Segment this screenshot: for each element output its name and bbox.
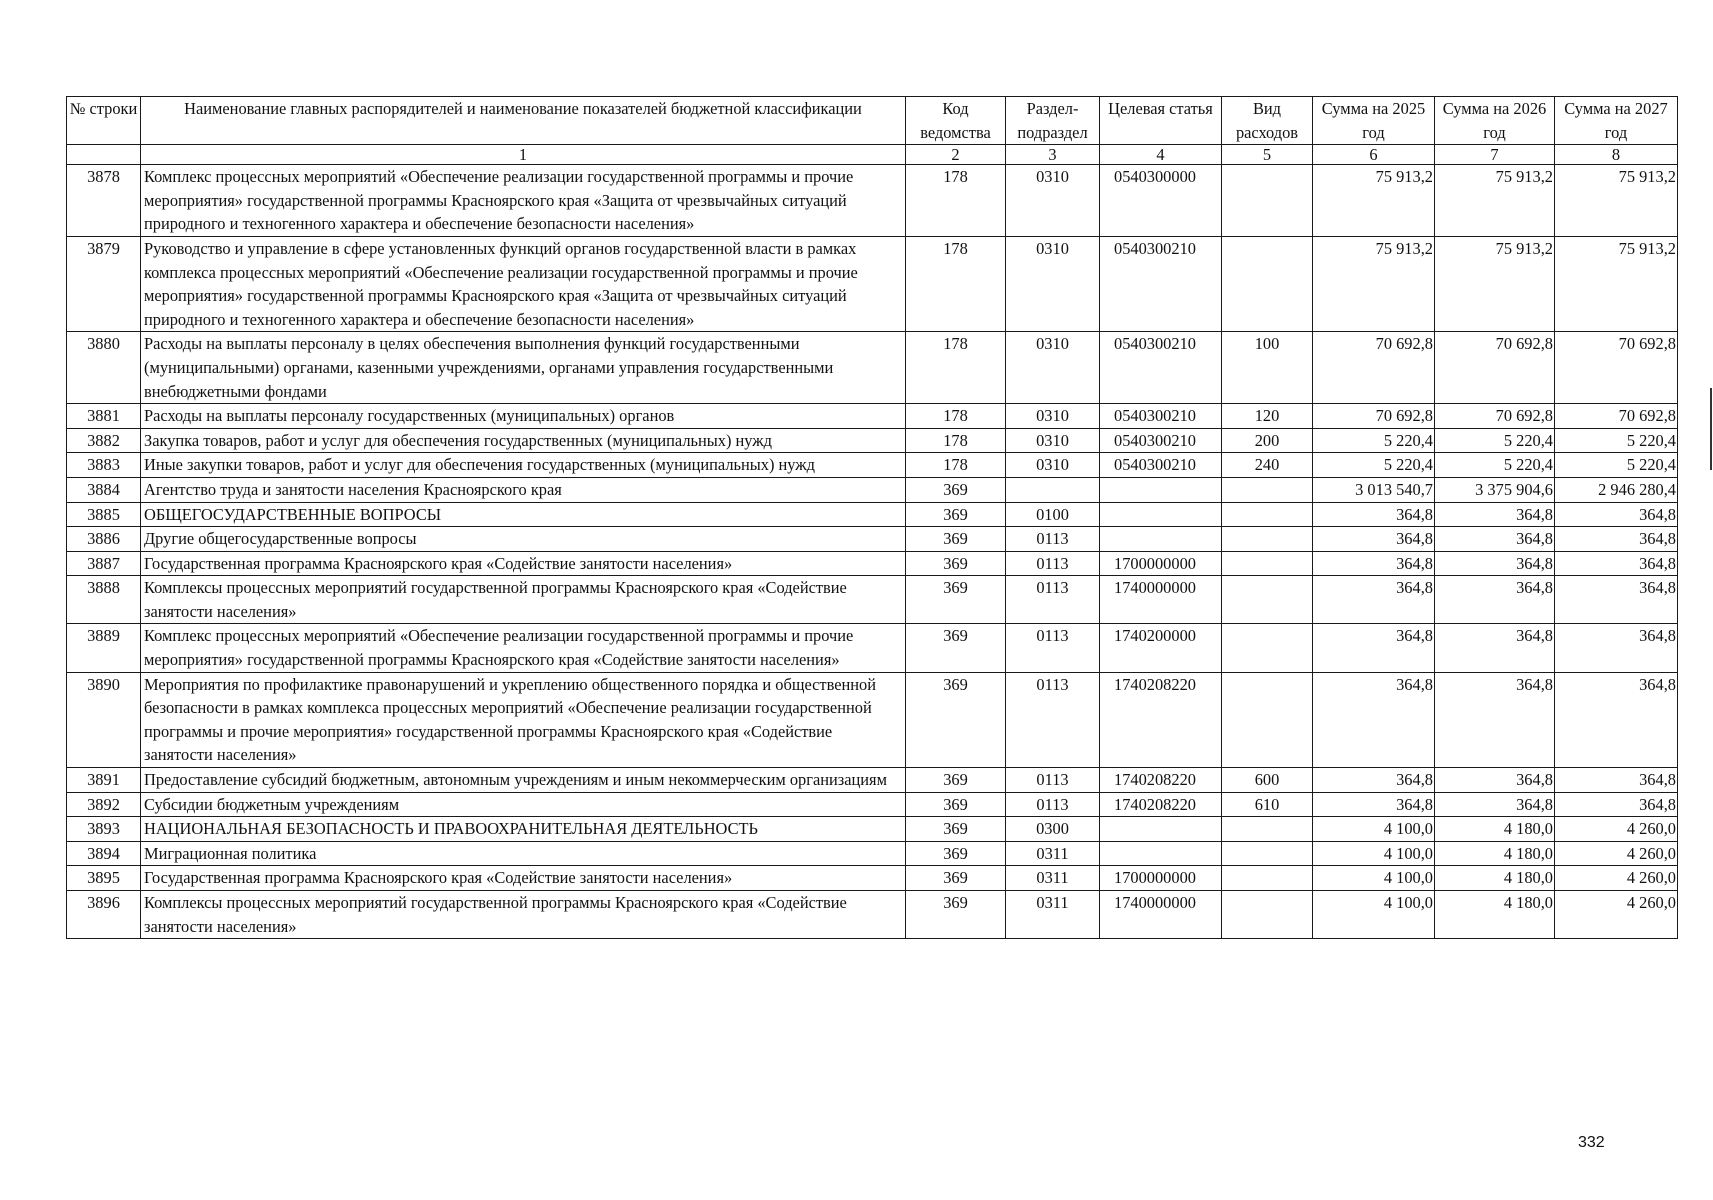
header-sum-2026: Сумма на 2026 год [1435, 97, 1555, 145]
sum-2026: 70 692,8 [1435, 332, 1555, 404]
sum-2027: 70 692,8 [1555, 404, 1678, 429]
sum-2026: 5 220,4 [1435, 453, 1555, 478]
table-row [67, 891, 1678, 939]
department-code: 178 [906, 165, 1006, 237]
table-row [67, 817, 1678, 842]
sum-2027: 364,8 [1555, 768, 1678, 793]
sum-2026: 364,8 [1435, 624, 1555, 672]
expense-kind [1222, 817, 1313, 842]
sum-2025: 364,8 [1313, 792, 1435, 817]
section-code: 0311 [1006, 841, 1100, 866]
row-name: Государственная программа Красноярского края «Содействие занятости населения» [141, 551, 906, 576]
column-number: 5 [1222, 145, 1313, 165]
target-article [1100, 477, 1222, 502]
row-number: 3889 [67, 624, 141, 672]
sum-2026: 5 220,4 [1435, 428, 1555, 453]
column-number: 2 [906, 145, 1006, 165]
target-article: 1740000000 [1100, 576, 1222, 624]
table-row [67, 404, 1678, 429]
expense-kind [1222, 891, 1313, 939]
department-code: 178 [906, 332, 1006, 404]
department-code: 369 [906, 891, 1006, 939]
sum-2027: 70 692,8 [1555, 332, 1678, 404]
target-article: 1740208220 [1100, 768, 1222, 793]
target-article [1100, 527, 1222, 552]
row-number: 3887 [67, 551, 141, 576]
row-name: Другие общегосударственные вопросы [141, 527, 906, 552]
row-number: 3883 [67, 453, 141, 478]
column-number: 3 [1006, 145, 1100, 165]
row-name: Субсидии бюджетным учреждениям [141, 792, 906, 817]
department-code: 369 [906, 527, 1006, 552]
sum-2025: 364,8 [1313, 551, 1435, 576]
target-article: 1740208220 [1100, 672, 1222, 767]
header-department-code: Код ведомства [906, 97, 1006, 145]
sum-2026: 75 913,2 [1435, 165, 1555, 237]
budget-table [66, 96, 1678, 939]
sum-2027: 364,8 [1555, 502, 1678, 527]
department-code: 369 [906, 551, 1006, 576]
table-row [67, 502, 1678, 527]
row-name: Комплексы процессных мероприятий государственной программы Красноярского края «Содействие занятости населения» [141, 891, 906, 939]
sum-2026: 75 913,2 [1435, 236, 1555, 331]
header-row-number: № строки [67, 97, 141, 145]
department-code: 369 [906, 866, 1006, 891]
sum-2026: 364,8 [1435, 768, 1555, 793]
table-row [67, 453, 1678, 478]
target-article [1100, 817, 1222, 842]
column-number: 6 [1313, 145, 1435, 165]
section-code: 0310 [1006, 332, 1100, 404]
row-name: Государственная программа Красноярского края «Содействие занятости населения» [141, 866, 906, 891]
section-code: 0113 [1006, 551, 1100, 576]
sum-2027: 75 913,2 [1555, 165, 1678, 237]
target-article: 1700000000 [1100, 551, 1222, 576]
sum-2025: 3 013 540,7 [1313, 477, 1435, 502]
sum-2026: 70 692,8 [1435, 404, 1555, 429]
sum-2027: 5 220,4 [1555, 453, 1678, 478]
sum-2027: 364,8 [1555, 576, 1678, 624]
department-code: 178 [906, 404, 1006, 429]
section-code: 0113 [1006, 527, 1100, 552]
expense-kind [1222, 866, 1313, 891]
row-name: Расходы на выплаты персоналу в целях обеспечения выполнения функций государственными (муниципальными) органами, казенными учреждениями, органами управления государственными внебюджетными фондами [141, 332, 906, 404]
sum-2027: 364,8 [1555, 527, 1678, 552]
row-name: Агентство труда и занятости населения Красноярского края [141, 477, 906, 502]
sum-2026: 4 180,0 [1435, 817, 1555, 842]
sum-2025: 364,8 [1313, 576, 1435, 624]
sum-2027: 4 260,0 [1555, 841, 1678, 866]
table-row [67, 624, 1678, 672]
sum-2025: 364,8 [1313, 502, 1435, 527]
department-code: 178 [906, 236, 1006, 331]
department-code: 178 [906, 428, 1006, 453]
header-name: Наименование главных распорядителей и наименование показателей бюджетной классификации [141, 97, 906, 145]
sum-2026: 364,8 [1435, 502, 1555, 527]
sum-2027: 364,8 [1555, 624, 1678, 672]
sum-2025: 75 913,2 [1313, 165, 1435, 237]
sum-2027: 364,8 [1555, 792, 1678, 817]
expense-kind: 100 [1222, 332, 1313, 404]
expense-kind [1222, 841, 1313, 866]
column-number [67, 145, 141, 165]
column-number: 4 [1100, 145, 1222, 165]
expense-kind [1222, 236, 1313, 331]
department-code: 178 [906, 453, 1006, 478]
expense-kind [1222, 502, 1313, 527]
header-target-article: Целевая статья [1100, 97, 1222, 145]
section-code: 0300 [1006, 817, 1100, 842]
row-number: 3888 [67, 576, 141, 624]
sum-2025: 75 913,2 [1313, 236, 1435, 331]
expense-kind [1222, 672, 1313, 767]
sum-2025: 364,8 [1313, 527, 1435, 552]
expense-kind: 240 [1222, 453, 1313, 478]
sum-2025: 5 220,4 [1313, 453, 1435, 478]
row-number: 3879 [67, 236, 141, 331]
row-name: Миграционная политика [141, 841, 906, 866]
section-code: 0113 [1006, 792, 1100, 817]
section-code [1006, 477, 1100, 502]
sum-2025: 4 100,0 [1313, 817, 1435, 842]
row-number: 3893 [67, 817, 141, 842]
sum-2025: 70 692,8 [1313, 404, 1435, 429]
table-row [67, 527, 1678, 552]
table-row [67, 551, 1678, 576]
sum-2027: 4 260,0 [1555, 817, 1678, 842]
section-code: 0113 [1006, 768, 1100, 793]
sum-2025: 5 220,4 [1313, 428, 1435, 453]
row-name: Предоставление субсидий бюджетным, автономным учреждениям и иным некоммерческим организациям [141, 768, 906, 793]
section-code: 0113 [1006, 624, 1100, 672]
expense-kind: 200 [1222, 428, 1313, 453]
sum-2027: 5 220,4 [1555, 428, 1678, 453]
section-code: 0310 [1006, 428, 1100, 453]
section-code: 0311 [1006, 891, 1100, 939]
header-sum-2027: Сумма на 2027 год [1555, 97, 1678, 145]
table-row [67, 428, 1678, 453]
sum-2027: 364,8 [1555, 551, 1678, 576]
row-name: НАЦИОНАЛЬНАЯ БЕЗОПАСНОСТЬ И ПРАВООХРАНИТЕЛЬНАЯ ДЕЯТЕЛЬНОСТЬ [141, 817, 906, 842]
row-number: 3890 [67, 672, 141, 767]
expense-kind: 120 [1222, 404, 1313, 429]
expense-kind [1222, 551, 1313, 576]
table-row [67, 866, 1678, 891]
table-row [67, 768, 1678, 793]
department-code: 369 [906, 841, 1006, 866]
target-article: 0540300210 [1100, 428, 1222, 453]
target-article: 1740000000 [1100, 891, 1222, 939]
table-row [67, 236, 1678, 331]
section-code: 0100 [1006, 502, 1100, 527]
sum-2027: 4 260,0 [1555, 891, 1678, 939]
target-article: 1740208220 [1100, 792, 1222, 817]
budget-table-container [66, 96, 1678, 939]
sum-2026: 4 180,0 [1435, 841, 1555, 866]
sum-2026: 364,8 [1435, 527, 1555, 552]
header-row [67, 97, 1678, 145]
row-name: Комплексы процессных мероприятий государственной программы Красноярского края «Содействие занятости населения» [141, 576, 906, 624]
header-sum-2025: Сумма на 2025 год [1313, 97, 1435, 145]
row-number: 3894 [67, 841, 141, 866]
section-code: 0310 [1006, 453, 1100, 478]
sum-2027: 75 913,2 [1555, 236, 1678, 331]
table-row [67, 332, 1678, 404]
target-article [1100, 841, 1222, 866]
section-code: 0310 [1006, 165, 1100, 237]
expense-kind [1222, 165, 1313, 237]
column-number: 1 [141, 145, 906, 165]
column-number-row [67, 145, 1678, 165]
expense-kind [1222, 576, 1313, 624]
row-number: 3885 [67, 502, 141, 527]
sum-2026: 364,8 [1435, 672, 1555, 767]
department-code: 369 [906, 502, 1006, 527]
section-code: 0113 [1006, 672, 1100, 767]
department-code: 369 [906, 768, 1006, 793]
column-number: 7 [1435, 145, 1555, 165]
sum-2025: 70 692,8 [1313, 332, 1435, 404]
sum-2027: 364,8 [1555, 672, 1678, 767]
row-name: Закупка товаров, работ и услуг для обеспечения государственных (муниципальных) нужд [141, 428, 906, 453]
target-article: 0540300210 [1100, 332, 1222, 404]
sum-2026: 4 180,0 [1435, 866, 1555, 891]
target-article: 1740200000 [1100, 624, 1222, 672]
row-number: 3891 [67, 768, 141, 793]
expense-kind: 610 [1222, 792, 1313, 817]
target-article: 0540300210 [1100, 404, 1222, 429]
row-number: 3881 [67, 404, 141, 429]
department-code: 369 [906, 477, 1006, 502]
sum-2027: 2 946 280,4 [1555, 477, 1678, 502]
sum-2025: 4 100,0 [1313, 891, 1435, 939]
sum-2025: 364,8 [1313, 672, 1435, 767]
expense-kind [1222, 477, 1313, 502]
table-row [67, 165, 1678, 237]
expense-kind [1222, 624, 1313, 672]
table-row [67, 841, 1678, 866]
table-body [67, 165, 1678, 939]
sum-2025: 4 100,0 [1313, 866, 1435, 891]
row-name: Комплекс процессных мероприятий «Обеспечение реализации государственной программы и прочие мероприятия» государственной программы Красноярского края «Содействие занятости населения» [141, 624, 906, 672]
department-code: 369 [906, 817, 1006, 842]
row-number: 3882 [67, 428, 141, 453]
department-code: 369 [906, 672, 1006, 767]
section-code: 0113 [1006, 576, 1100, 624]
header-section: Раздел-подраздел [1006, 97, 1100, 145]
expense-kind [1222, 527, 1313, 552]
page-number: 332 [1578, 1134, 1605, 1151]
row-number: 3886 [67, 527, 141, 552]
table-row [67, 792, 1678, 817]
row-number: 3896 [67, 891, 141, 939]
column-number: 8 [1555, 145, 1678, 165]
row-number: 3895 [67, 866, 141, 891]
target-article: 0540300000 [1100, 165, 1222, 237]
target-article [1100, 502, 1222, 527]
header-expense-kind: Вид расходов [1222, 97, 1313, 145]
target-article: 0540300210 [1100, 453, 1222, 478]
department-code: 369 [906, 576, 1006, 624]
row-number: 3884 [67, 477, 141, 502]
sum-2025: 364,8 [1313, 624, 1435, 672]
section-code: 0310 [1006, 404, 1100, 429]
row-name: Иные закупки товаров, работ и услуг для обеспечения государственных (муниципальных) нужд [141, 453, 906, 478]
sum-2025: 4 100,0 [1313, 841, 1435, 866]
department-code: 369 [906, 624, 1006, 672]
table-row [67, 576, 1678, 624]
section-code: 0311 [1006, 866, 1100, 891]
row-name: Расходы на выплаты персоналу государственных (муниципальных) органов [141, 404, 906, 429]
section-code: 0310 [1006, 236, 1100, 331]
sum-2026: 364,8 [1435, 551, 1555, 576]
table-row [67, 477, 1678, 502]
row-number: 3878 [67, 165, 141, 237]
row-name: Мероприятия по профилактике правонарушений и укреплению общественного порядка и общественной безопасности в рамках комплекса процессных мероприятий «Обеспечение реализации государственной программы и прочие мероприятия» государственной программы Красноярского края «Содействие занятости населения» [141, 672, 906, 767]
sum-2026: 364,8 [1435, 576, 1555, 624]
target-article: 0540300210 [1100, 236, 1222, 331]
row-name: ОБЩЕГОСУДАРСТВЕННЫЕ ВОПРОСЫ [141, 502, 906, 527]
row-number: 3880 [67, 332, 141, 404]
sum-2027: 4 260,0 [1555, 866, 1678, 891]
sum-2026: 364,8 [1435, 792, 1555, 817]
row-name: Руководство и управление в сфере установленных функций органов государственной власти в рамках комплекса процессных мероприятий «Обеспечение реализации государственной программы и прочие мероприятия» государственной программы Красноярского края «Защита от чрезвычайных ситуаций природного и техногенного характера и обеспечение безопасности населения» [141, 236, 906, 331]
sum-2025: 364,8 [1313, 768, 1435, 793]
row-name: Комплекс процессных мероприятий «Обеспечение реализации государственной программы и прочие мероприятия» государственной программы Красноярского края «Защита от чрезвычайных ситуаций природного и техногенного характера и обеспечение безопасности населения» [141, 165, 906, 237]
expense-kind: 600 [1222, 768, 1313, 793]
target-article: 1700000000 [1100, 866, 1222, 891]
row-number: 3892 [67, 792, 141, 817]
sum-2026: 4 180,0 [1435, 891, 1555, 939]
margin-mark [1710, 428, 1712, 470]
department-code: 369 [906, 792, 1006, 817]
sum-2026: 3 375 904,6 [1435, 477, 1555, 502]
table-row [67, 672, 1678, 767]
